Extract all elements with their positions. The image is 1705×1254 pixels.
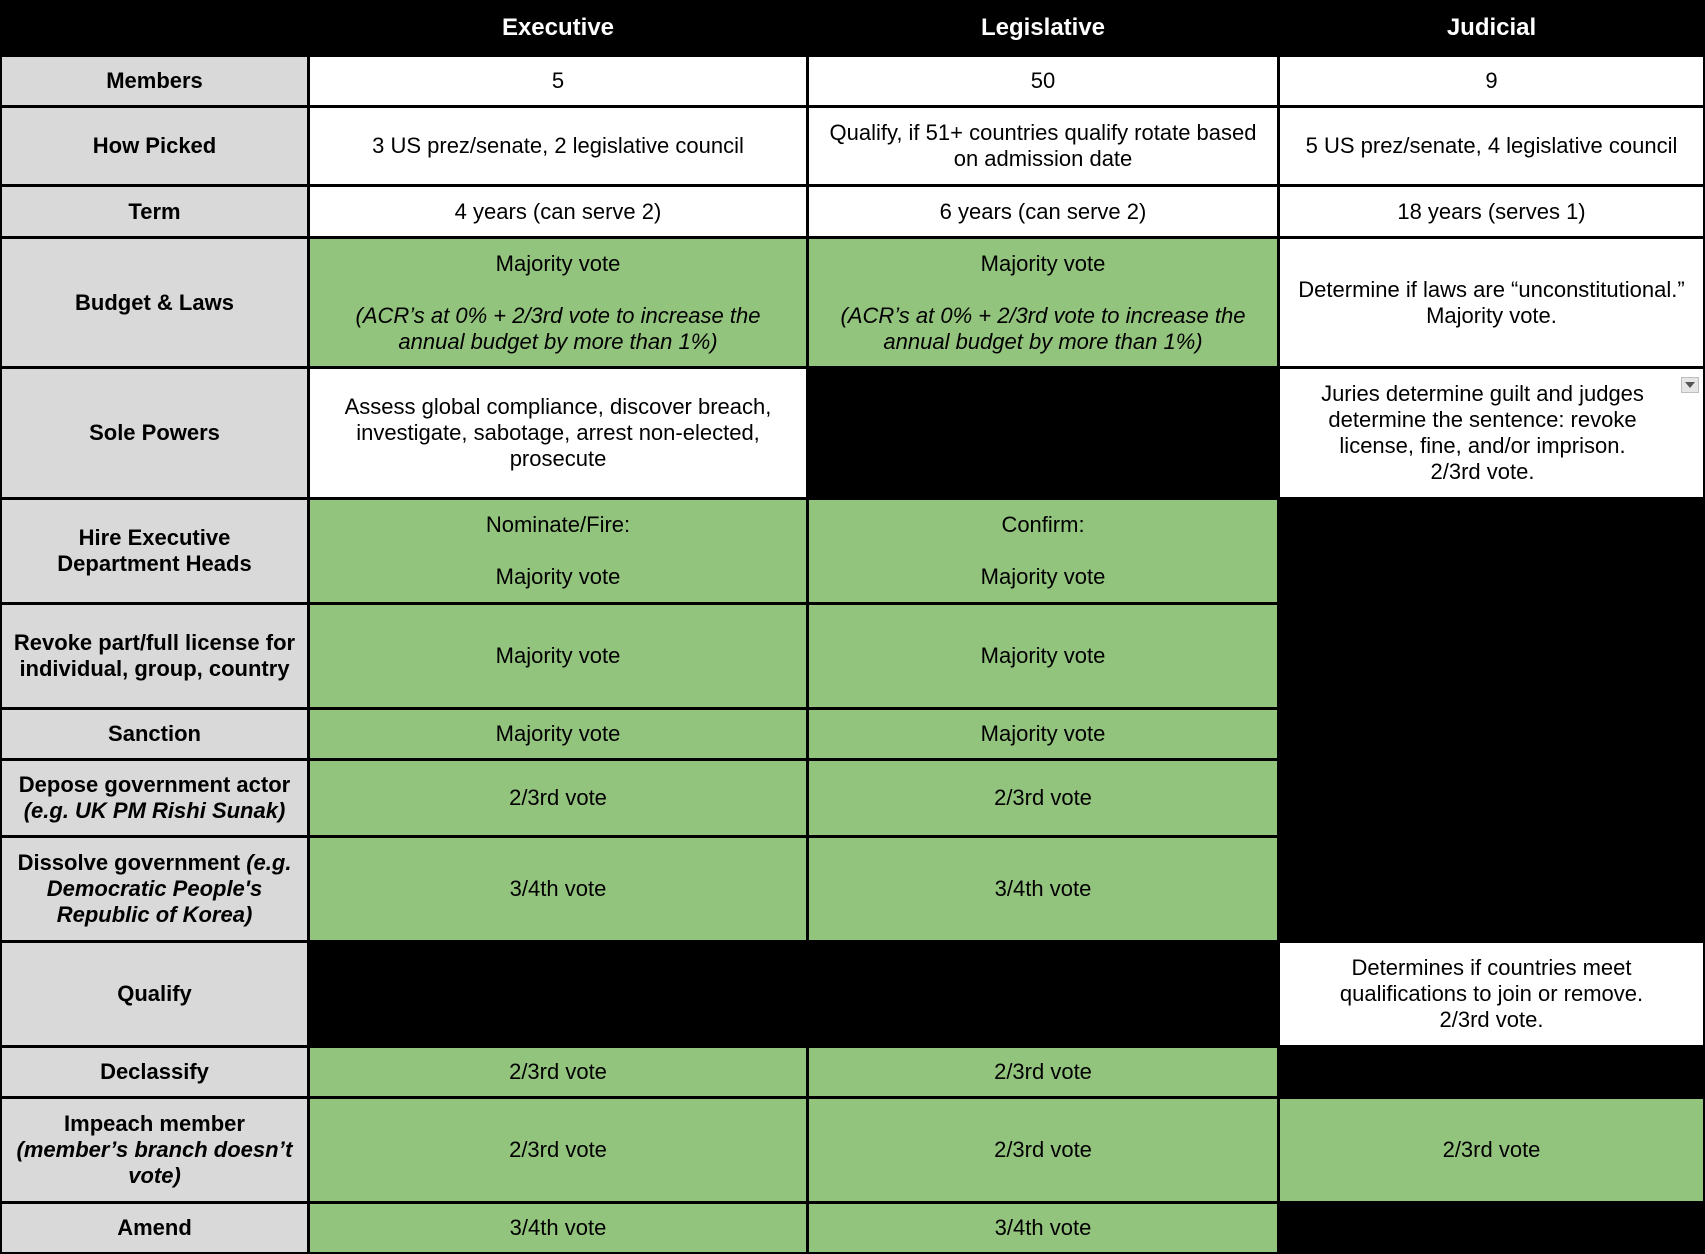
row-label-impeach[interactable] bbox=[2, 1099, 307, 1201]
cell-sole-powers-legislative[interactable] bbox=[809, 369, 1277, 497]
hire-heads-executive-vote: Majority vote bbox=[495, 564, 621, 589]
cell-hire-heads-legislative[interactable] bbox=[809, 500, 1277, 602]
cell-how-picked-executive[interactable]: 3 US prez/senate, 2 legislative council bbox=[310, 108, 806, 184]
row-label-depose[interactable] bbox=[2, 761, 307, 835]
cell-qualify-exec-leg[interactable] bbox=[310, 943, 1277, 1045]
cell-amend-legislative[interactable]: 3/4th vote bbox=[809, 1204, 1277, 1252]
cell-members-legislative[interactable]: 50 bbox=[809, 57, 1277, 105]
budget-legislative-note: (ACR’s at 0% + 2/3rd vote to increase the annual budget by more than 1%) bbox=[840, 302, 1246, 354]
hire-heads-label-line1: Hire Executive bbox=[78, 525, 231, 550]
header-judicial[interactable]: Judicial bbox=[1280, 2, 1703, 54]
cell-depose-executive[interactable]: 2/3rd vote bbox=[310, 761, 806, 835]
cell-hire-heads-executive[interactable] bbox=[310, 500, 806, 602]
qualify-judicial-text: Determines if countries meet qualifications to join or remove. bbox=[1339, 955, 1644, 1006]
cell-depose-legislative[interactable]: 2/3rd vote bbox=[809, 761, 1277, 835]
row-label-sanction[interactable]: Sanction bbox=[2, 710, 307, 758]
budget-executive-vote: Majority vote bbox=[495, 250, 621, 276]
depose-label-note: (e.g. UK PM Rishi Sunak) bbox=[23, 798, 286, 823]
sole-powers-judicial-vote: 2/3rd vote. bbox=[1430, 459, 1535, 484]
budget-executive-note: (ACR’s at 0% + 2/3rd vote to increase the annual budget by more than 1%) bbox=[355, 302, 761, 354]
row-label-hire-heads[interactable] bbox=[2, 500, 307, 602]
row-label-dissolve[interactable] bbox=[2, 838, 307, 940]
sole-powers-judicial-text: Juries determine guilt and judges determine the sentence: revoke license, fine, and/or imprison. bbox=[1321, 381, 1644, 458]
cell-dissolve-legislative[interactable]: 3/4th vote bbox=[809, 838, 1277, 940]
row-label-amend[interactable]: Amend bbox=[2, 1204, 307, 1252]
cell-term-judicial[interactable]: 18 years (serves 1) bbox=[1280, 187, 1703, 236]
impeach-label: Impeach member bbox=[64, 1111, 245, 1136]
hire-heads-executive-action: Nominate/Fire: bbox=[485, 512, 631, 537]
cell-impeach-executive[interactable]: 2/3rd vote bbox=[310, 1099, 806, 1201]
cell-term-legislative[interactable]: 6 years (can serve 2) bbox=[809, 187, 1277, 236]
qualify-judicial-vote: 2/3rd vote. bbox=[1439, 1007, 1544, 1032]
impeach-label-note: (member’s branch doesn’t vote) bbox=[16, 1137, 293, 1188]
cell-how-picked-judicial[interactable]: 5 US prez/senate, 4 legislative council bbox=[1280, 108, 1703, 184]
cell-budget-laws-judicial[interactable]: Determine if laws are “unconstitutional.” Majority vote. bbox=[1280, 239, 1703, 366]
cell-revoke-license-legislative[interactable]: Majority vote bbox=[809, 605, 1277, 707]
cell-sanction-executive[interactable]: Majority vote bbox=[310, 710, 806, 758]
cell-amend-judicial[interactable] bbox=[1280, 1204, 1703, 1252]
cell-term-executive[interactable]: 4 years (can serve 2) bbox=[310, 187, 806, 236]
chevron-down-icon[interactable] bbox=[1681, 377, 1699, 393]
cell-sole-powers-executive[interactable]: Assess global compliance, discover breach, investigate, sabotage, arrest non-elected, prosecute bbox=[310, 369, 806, 497]
header-corner[interactable] bbox=[2, 2, 307, 54]
row-label-qualify[interactable]: Qualify bbox=[2, 943, 307, 1045]
row-label-members[interactable]: Members bbox=[2, 57, 307, 105]
cell-members-judicial[interactable]: 9 bbox=[1280, 57, 1703, 105]
cell-amend-executive[interactable]: 3/4th vote bbox=[310, 1204, 806, 1252]
hire-heads-legislative-vote: Majority vote bbox=[980, 564, 1106, 589]
cell-sanction-legislative[interactable]: Majority vote bbox=[809, 710, 1277, 758]
hire-heads-label-line2: Department Heads bbox=[57, 551, 252, 576]
cell-declassify-judicial[interactable] bbox=[1280, 1048, 1703, 1096]
dissolve-label-block bbox=[12, 850, 297, 928]
cell-budget-laws-legislative[interactable] bbox=[809, 239, 1277, 366]
cell-how-picked-legislative[interactable]: Qualify, if 51+ countries qualify rotate based on admission date bbox=[809, 108, 1277, 184]
cell-sole-powers-judicial[interactable] bbox=[1280, 369, 1703, 497]
header-executive[interactable]: Executive bbox=[310, 2, 806, 54]
cell-declassify-legislative[interactable]: 2/3rd vote bbox=[809, 1048, 1277, 1096]
cell-qualify-judicial[interactable] bbox=[1280, 943, 1703, 1045]
cell-impeach-judicial[interactable]: 2/3rd vote bbox=[1280, 1099, 1703, 1201]
row-label-how-picked[interactable]: How Picked bbox=[2, 108, 307, 184]
cell-declassify-executive[interactable]: 2/3rd vote bbox=[310, 1048, 806, 1096]
dissolve-label-note: (e.g. Democratic People's Republic of Korea) bbox=[46, 850, 292, 927]
cell-revoke-license-executive[interactable]: Majority vote bbox=[310, 605, 806, 707]
budget-legislative-vote: Majority vote bbox=[980, 250, 1106, 276]
cell-impeach-legislative[interactable]: 2/3rd vote bbox=[809, 1099, 1277, 1201]
cell-members-executive[interactable]: 5 bbox=[310, 57, 806, 105]
cell-dissolve-executive[interactable]: 3/4th vote bbox=[310, 838, 806, 940]
row-label-sole-powers[interactable]: Sole Powers bbox=[2, 369, 307, 497]
depose-label: Depose government actor bbox=[18, 772, 291, 797]
cell-judicial-not-applicable[interactable] bbox=[1280, 500, 1703, 940]
dissolve-label: Dissolve government bbox=[17, 850, 241, 875]
row-label-declassify[interactable]: Declassify bbox=[2, 1048, 307, 1096]
row-label-term[interactable]: Term bbox=[2, 187, 307, 236]
row-label-revoke-license[interactable]: Revoke part/full license for individual, group, country bbox=[2, 605, 307, 707]
cell-budget-laws-executive[interactable] bbox=[310, 239, 806, 366]
header-legislative[interactable]: Legislative bbox=[809, 2, 1277, 54]
hire-heads-legislative-action: Confirm: bbox=[1001, 512, 1085, 537]
row-label-budget-laws[interactable]: Budget & Laws bbox=[2, 239, 307, 366]
